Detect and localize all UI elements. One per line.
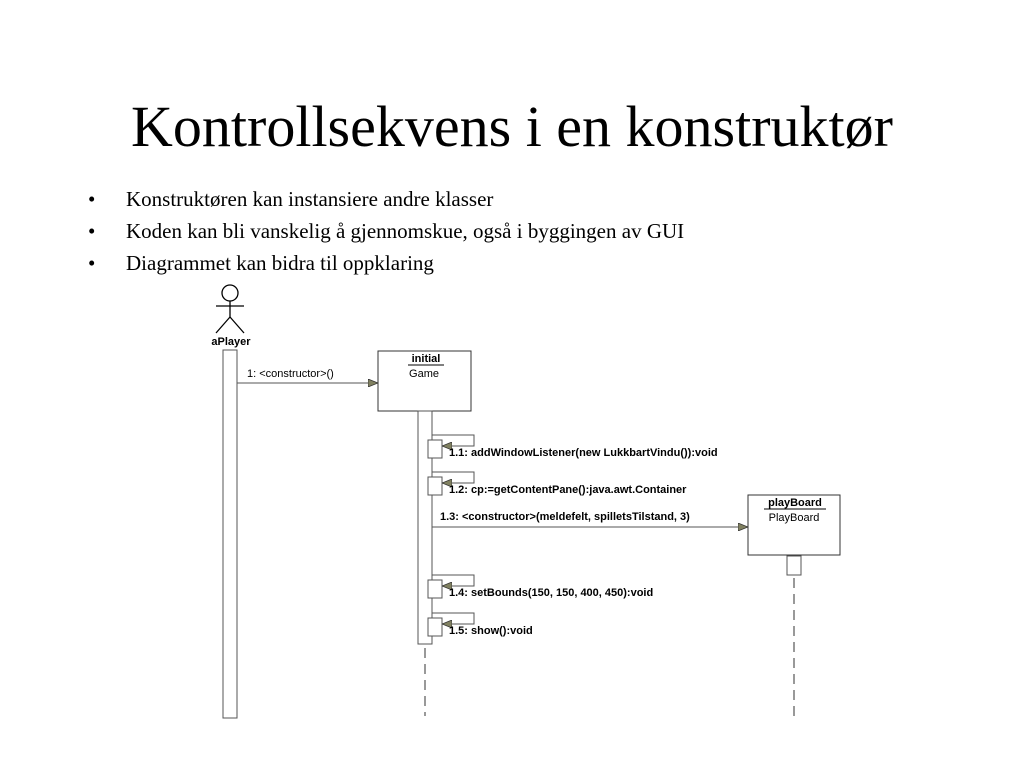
message-label-1-3: 1.3: <constructor>(meldefelt, spilletsTilstand, 3) [440,511,690,523]
self-call-activation [428,580,442,598]
bullet-dot: • [88,219,96,243]
bullet-dot: • [88,187,96,211]
message-label-1-5: 1.5: show():void [449,625,533,637]
message-label-1-1: 1.1: addWindowListener(new LukkbartVindu()):void [449,447,718,459]
actor-figure-icon [216,285,244,333]
object-name-game: initial [411,353,441,365]
object-class-game: Game [409,368,439,380]
bullet-text: Diagrammet kan bidra til oppklaring [126,251,434,275]
message-label-1-2: 1.2: cp:=getContentPane():java.awt.Container [449,484,687,496]
slide-title: Kontrollsekvens i en konstruktør [131,94,893,159]
actor-activation-bar [223,350,237,718]
object-class-playboard: PlayBoard [768,512,820,524]
playboard-activation-bar [787,556,801,575]
self-call-activation [428,440,442,458]
bullet-text: Koden kan bli vanskelig å gjennomskue, også i byggingen av GUI [126,219,685,243]
object-name-playboard: playBoard [768,497,822,509]
self-call-activation [428,477,442,495]
actor-label: aPlayer [211,336,251,348]
bullet-text: Konstruktøren kan instansiere andre klasser [126,187,494,211]
bullet-dot: • [88,251,96,275]
message-label-1-4: 1.4: setBounds(150, 150, 400, 450):void [449,587,654,599]
self-call-activation [428,618,442,636]
message-label-1: 1: <constructor>() [247,368,334,380]
